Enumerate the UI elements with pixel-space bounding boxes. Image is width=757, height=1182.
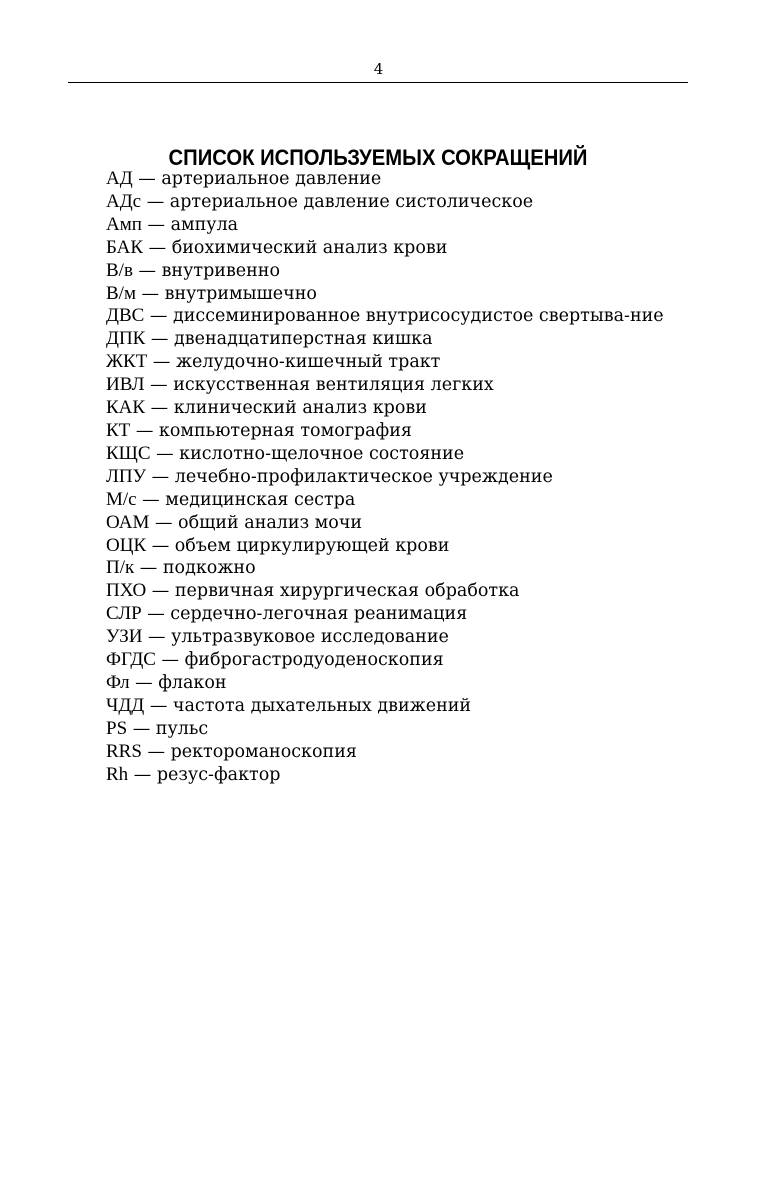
abbreviation-term: В/м (106, 282, 136, 304)
abbreviation-dash: — (144, 375, 174, 396)
abbreviation-definition: диссеминированное внутрисосудистое свертыва-ние (172, 306, 664, 327)
abbreviation-dash: — (141, 741, 171, 762)
abbreviation-entry (84, 672, 690, 695)
abbreviation-definition: медицинская сестра (165, 489, 356, 510)
abbreviation-dash: — (141, 191, 170, 212)
page-title: СПИСОК ИСПОЛЬЗУЕМЫХ СОКРАЩЕНИЙ (168, 144, 588, 170)
abbreviation-definition: артериальное давление систолическое (169, 191, 534, 212)
abbreviation-definition: внутримышечно (164, 283, 317, 304)
abbreviation-entry (84, 328, 690, 351)
abbreviation-definition: кислотно-щелочное состояние (179, 443, 465, 464)
header-rule (68, 82, 688, 83)
abbreviation-term: Фл (106, 671, 130, 693)
abbreviation-term: ДВС (106, 305, 145, 327)
abbreviation-entry (84, 237, 690, 260)
abbreviation-term: КЩС (106, 442, 151, 464)
abbreviation-dash: — (141, 604, 171, 625)
abbreviation-dash: — (150, 443, 180, 464)
abbreviation-term: PS (106, 717, 128, 739)
abbreviation-definition: клинический анализ крови (173, 398, 427, 419)
abbreviation-entry (84, 191, 690, 214)
abbreviation-entry (84, 420, 690, 443)
abbreviation-term: ПХО (106, 580, 147, 602)
abbreviation-entry (84, 626, 690, 649)
abbreviation-entry (84, 764, 690, 787)
abbreviation-dash: — (141, 214, 171, 235)
abbreviation-dash: — (146, 581, 175, 602)
abbreviation-definition: артериальное давление (161, 169, 382, 189)
abbreviation-dash: — (128, 764, 157, 785)
abbreviation-entry (84, 168, 690, 191)
abbreviation-definition: ректороманоскопия (170, 741, 357, 762)
abbreviation-definition: частота дыхательных движений (172, 695, 472, 716)
abbreviation-term: Амп (106, 213, 142, 235)
abbreviation-term: ИВЛ (106, 374, 145, 396)
abbreviation-entry (84, 397, 690, 420)
abbreviation-dash: — (143, 237, 172, 258)
abbreviation-list (84, 168, 690, 786)
abbreviation-entry (84, 466, 690, 489)
abbreviation-dash: — (155, 650, 185, 671)
abbreviation-dash: — (145, 398, 174, 419)
abbreviation-definition: первичная хирургическая обработка (174, 581, 520, 602)
abbreviation-definition: общий анализ мочи (178, 512, 363, 533)
abbreviation-entry (84, 695, 690, 718)
abbreviation-term: АД (106, 168, 133, 189)
abbreviation-term: ЛПУ (106, 465, 147, 487)
abbreviation-definition: подкожно (162, 558, 256, 579)
abbreviation-entry (84, 580, 690, 603)
abbreviation-entry (84, 741, 690, 764)
abbreviation-dash: — (144, 306, 173, 327)
abbreviation-dash: — (146, 535, 175, 556)
abbreviation-term: БАК (106, 236, 144, 258)
abbreviation-term: УЗИ (106, 626, 143, 648)
abbreviation-definition: лечебно-профилактическое учреждение (174, 466, 553, 487)
abbreviation-dash: — (127, 718, 156, 739)
abbreviation-dash: — (132, 260, 162, 281)
abbreviation-entry (84, 305, 690, 328)
abbreviation-dash: — (146, 466, 175, 487)
abbreviation-entry (84, 283, 690, 306)
abbreviation-term: КТ (106, 419, 131, 441)
abbreviation-term: ЧДД (106, 694, 145, 716)
abbreviation-entry (84, 214, 690, 237)
abbreviation-definition: фиброгастродуоденоскопия (184, 650, 444, 671)
abbreviation-dash: — (149, 512, 179, 533)
abbreviation-definition: искусственная вентиляция легких (173, 375, 494, 396)
abbreviation-term: ДПК (106, 328, 146, 350)
abbreviation-dash: — (142, 627, 172, 648)
abbreviation-term: П/к (106, 557, 135, 579)
abbreviation-entry (84, 718, 690, 741)
abbreviation-entry (84, 535, 690, 558)
abbreviation-dash: — (136, 489, 166, 510)
abbreviation-dash: — (144, 695, 173, 716)
abbreviation-definition: сердечно-легочная реанимация (170, 604, 468, 625)
abbreviation-entry (84, 351, 690, 374)
abbreviation-definition: желудочно-кишечный тракт (175, 352, 441, 373)
abbreviation-term: ФГДС (106, 649, 156, 671)
abbreviation-dash: — (129, 672, 159, 693)
abbreviation-term: КАК (106, 397, 146, 419)
abbreviation-definition: двенадцатиперстная кишка (174, 329, 433, 350)
page-number: 4 (373, 60, 384, 78)
abbreviation-entry (84, 512, 690, 535)
abbreviation-term: ЖКТ (106, 351, 148, 373)
abbreviation-entry (84, 260, 690, 283)
abbreviation-definition: флакон (158, 672, 227, 693)
abbreviation-definition: резус-фактор (156, 764, 281, 785)
abbreviation-term: АДс (106, 190, 142, 212)
abbreviation-entry (84, 489, 690, 512)
abbreviation-dash: — (147, 352, 176, 373)
abbreviation-definition: компьютерная томография (158, 420, 412, 441)
abbreviation-entry (84, 374, 690, 397)
abbreviation-entry (84, 557, 690, 580)
abbreviation-term: ОЦК (106, 534, 147, 556)
abbreviation-term: ОАМ (106, 511, 150, 533)
abbreviation-definition: биохимический анализ крови (171, 237, 448, 258)
abbreviation-definition: пульс (155, 718, 209, 739)
abbreviation-dash: — (130, 420, 159, 441)
abbreviation-term: В/в (106, 259, 133, 281)
abbreviation-term: СЛР (106, 603, 142, 625)
abbreviation-definition: объем циркулирующей крови (174, 535, 450, 556)
abbreviation-dash: — (132, 169, 162, 189)
abbreviation-definition: внутривенно (161, 260, 281, 281)
abbreviation-term: Rh (106, 763, 129, 785)
abbreviation-dash: — (135, 283, 165, 304)
abbreviation-entry (84, 603, 690, 626)
abbreviation-dash: — (134, 558, 163, 579)
abbreviation-entry (84, 649, 690, 672)
abbreviation-entry (84, 443, 690, 466)
abbreviation-definition: ультразвуковое исследование (171, 627, 449, 648)
abbreviation-definition: ампула (170, 214, 239, 235)
abbreviation-dash: — (145, 329, 174, 350)
abbreviation-term: RRS (106, 740, 142, 762)
abbreviation-term: М/с (106, 488, 137, 510)
